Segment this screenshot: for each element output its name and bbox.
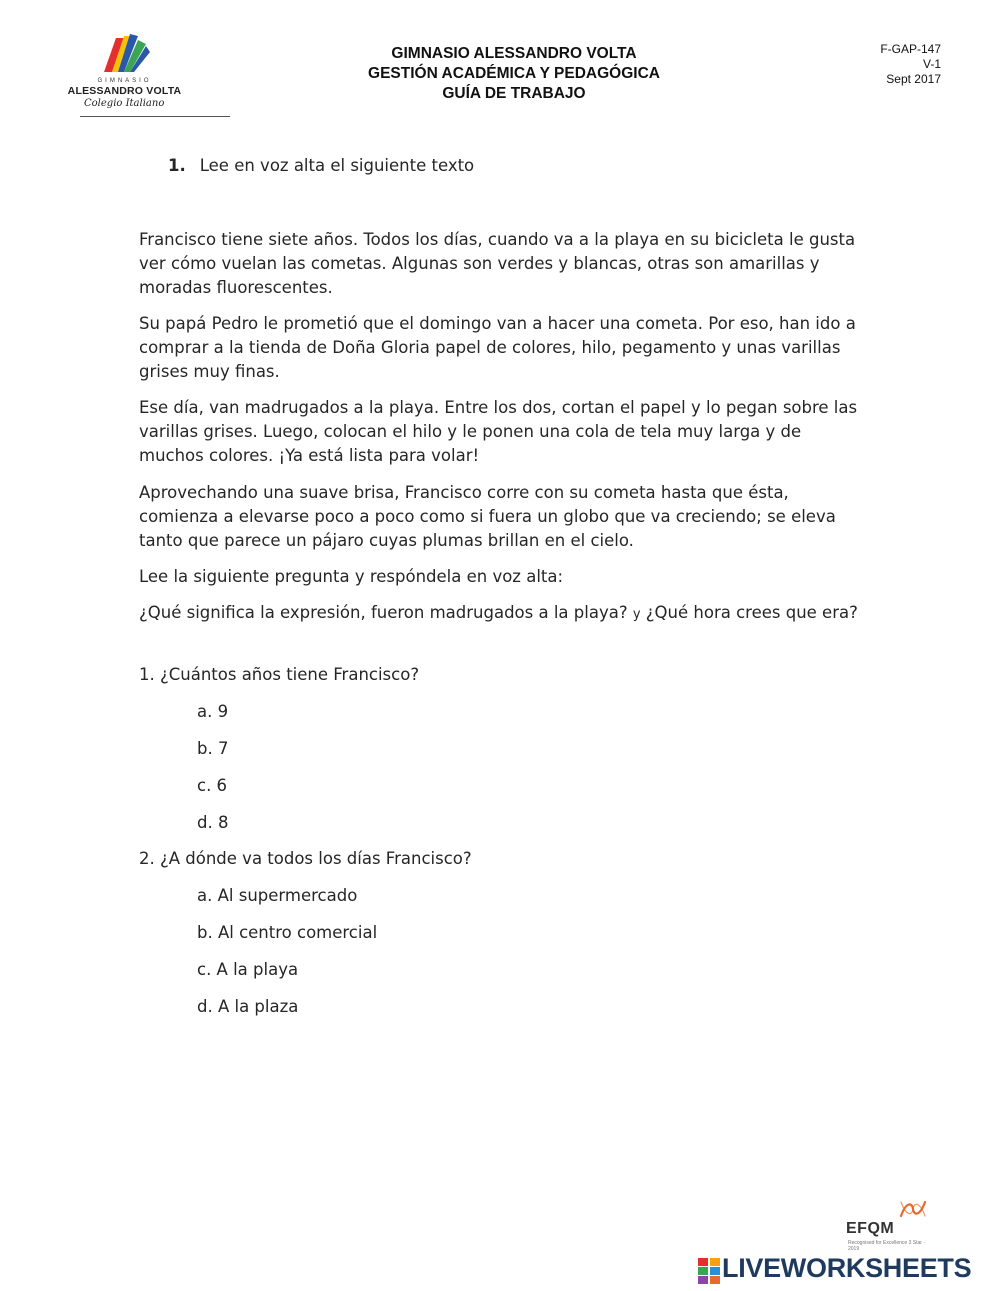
document-type: GUÍA DE TRABAJO — [442, 85, 586, 102]
liveworksheets-brand: LIVEWORKSHEETS — [722, 1253, 972, 1283]
question-2-option-a[interactable]: a. Al supermercado — [197, 886, 358, 905]
question-1-option-a[interactable]: a. 9 — [197, 702, 229, 721]
oral-question-part2: ¿Qué hora crees que era? — [645, 603, 858, 622]
question-2: 2. ¿A dónde va todos los días Francisco? — [139, 849, 472, 868]
instruction — [168, 154, 474, 178]
story-paragraph: Ese día, van madrugados a la playa. Entre los dos, cortan el papel y lo pegan sobre las varillas grises. Luego, colocan el hilo y le ponen una cola de tela muy larga y de muchos colores. ¡Ya está lista para volar! — [139, 398, 858, 465]
form-code: F-GAP-147 — [880, 42, 941, 56]
question-1: 1. ¿Cuántos años tiene Francisco? — [139, 665, 420, 684]
header-title — [300, 44, 728, 104]
version: V-1 — [922, 57, 941, 71]
logo-line-subtitle: Colegio Italiano — [84, 98, 165, 109]
question-1-option-b[interactable]: b. 7 — [197, 739, 229, 758]
efqm-label: EFQM — [846, 1220, 895, 1237]
document-code — [880, 42, 941, 87]
question-2-option-d[interactable]: d. A la plaza — [197, 997, 299, 1016]
instruction-text: Lee en voz alta el siguiente texto — [199, 156, 475, 175]
question-2-option-c[interactable]: c. A la playa — [197, 960, 299, 979]
logo-line-gimnasio: GIMNASIO — [97, 78, 152, 84]
question-1-option-c[interactable]: c. 6 — [197, 776, 228, 795]
efqm-badge — [846, 1198, 956, 1258]
logo-line-name: ALESSANDRO VOLTA — [67, 85, 182, 97]
story-paragraph: Aprovechando una suave brisa, Francisco corre con su cometa hasta que ésta, comienza a elevarse poco a poco como si fuera un globo que va creciendo; se eleva tanto que parece un pájaro cuyas plumas brillan en el cielo. — [139, 483, 836, 550]
story-paragraph: Francisco tiene siete años. Todos los días, cuando va a la playa en su bicicleta le gusta ver cómo vuelan las cometas. Algunas son verdes y blancas, otras son amarillas y moradas fluorescentes. — [139, 230, 856, 297]
liveworksheets-logo-icon — [698, 1258, 720, 1284]
issue-date: Sept 2017 — [886, 72, 941, 86]
question-2-option-b[interactable]: b. Al centro comercial — [197, 923, 378, 942]
department-name: GESTIÓN ACADÉMICA Y PEDAGÓGICA — [368, 65, 660, 82]
logo-emblem-icon — [62, 30, 192, 80]
oral-question-connector: y — [632, 607, 641, 622]
story-paragraph: Su papá Pedro le prometió que el domingo van a hacer una cometa. Por eso, han ido a comprar a la tienda de Doña Gloria papel de colores, hilo, pegamento y unas varillas grises muy finas. — [139, 314, 856, 381]
efqm-symbol-icon — [898, 1198, 928, 1220]
school-name: GIMNASIO ALESSANDRO VOLTA — [391, 45, 637, 62]
instruction-number: 1. — [168, 156, 186, 175]
oral-question-part1: ¿Qué significa la expresión, fueron madrugados a la playa? — [139, 603, 628, 622]
oral-prompt: Lee la siguiente pregunta y respóndela en voz alta: — [139, 567, 564, 586]
question-1-option-d[interactable]: d. 8 — [197, 813, 229, 832]
logo-underline — [80, 116, 230, 117]
efqm-tagline: Recognised for Excellence 3 Star · 2019 — [848, 1240, 925, 1252]
school-logo — [62, 30, 192, 122]
oral-question — [139, 601, 869, 627]
